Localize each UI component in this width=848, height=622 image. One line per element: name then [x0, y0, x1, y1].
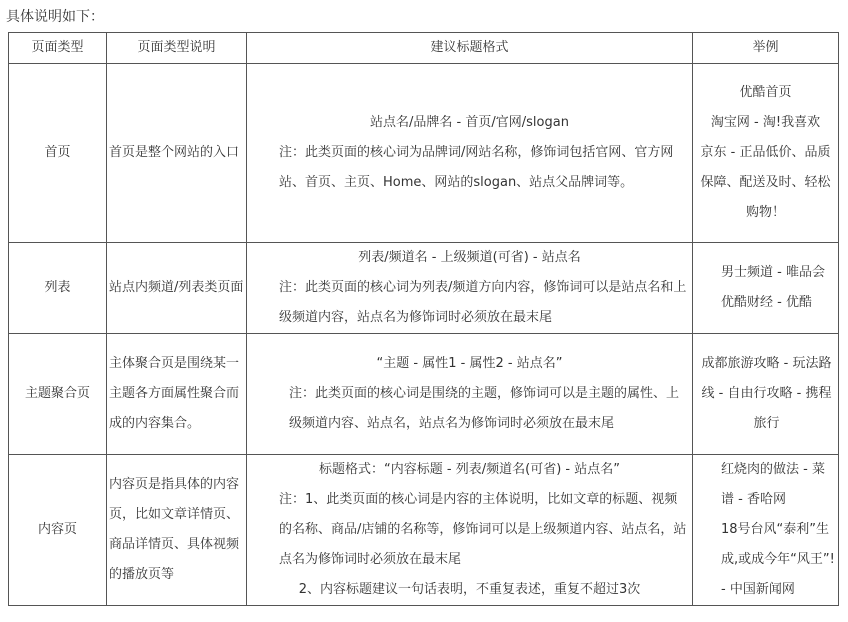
- cell-page-type: 内容页: [9, 455, 107, 606]
- table-row: [9, 455, 839, 606]
- cell-example: [693, 243, 839, 334]
- cell-example: [693, 64, 839, 243]
- example-item: 淘宝网 - 淘!我喜欢: [710, 115, 821, 130]
- cell-page-desc: 首页是整个网站的入口: [107, 64, 247, 243]
- cell-page-desc: 内容页是指具体的内容页，比如文章详情页、商品详情页、具体视频的播放页等: [107, 455, 247, 606]
- format-line: 标题格式：“内容标题 - 列表/频道名(可省) - 站点名”: [319, 462, 620, 477]
- example-item: 优酷首页: [739, 85, 792, 100]
- header-page-type: 页面类型: [9, 33, 107, 64]
- table-row: [9, 243, 839, 334]
- cell-title-format: [247, 243, 693, 334]
- cell-page-desc: 主体聚合页是围绕某一主题各方面属性聚合而成的内容集合。: [107, 334, 247, 455]
- format-note: 注：此类页面的核心词为列表/频道方向内容，修饰词可以是站点名和上级频道内容，站点名为修饰词时必须放在最末尾: [279, 280, 687, 325]
- intro-text: 具体说明如下：: [6, 9, 104, 25]
- format-note: 注：此类页面的核心词为品牌词/网站名称，修饰词包括官网、官方网站、首页、主页、Home、网站的slogan、站点父品牌词等。: [279, 145, 674, 190]
- example-item: 京东 - 正品低价、品质保障、配送及时、轻松购物！: [700, 145, 831, 220]
- cell-example: [693, 455, 839, 606]
- title-format-table: [8, 32, 839, 606]
- example-item: 18号台风“泰利”生成,或成今年“风王”! - 中国新闻网: [721, 522, 835, 597]
- format-line: 站点名/品牌名 - 首页/官网/slogan: [370, 115, 569, 130]
- format-line: “主题 - 属性1 - 属性2 - 站点名”: [376, 356, 563, 371]
- header-example: 举例: [693, 33, 839, 64]
- table-row: [9, 334, 839, 455]
- example-item: 红烧肉的做法 - 菜谱 - 香哈网: [721, 462, 825, 507]
- header-title-format: 建议标题格式: [247, 33, 693, 64]
- header-page-type-desc: 页面类型说明: [107, 33, 247, 64]
- example-item: 优酷财经 - 优酷: [721, 295, 812, 310]
- cell-page-desc: 站点内频道/列表类页面: [107, 243, 247, 334]
- cell-page-type: 首页: [9, 64, 107, 243]
- format-note: 注：1、此类页面的核心词是内容的主体说明，比如文章的标题、视频的名称、商品/店铺的名称等，修饰词可以是上级频道内容、站点名，站点名为修饰词时必须放在最末尾: [279, 492, 687, 567]
- example-item: 成都旅游攻略 - 玩法路线 - 自由行攻略 - 携程旅行: [701, 356, 832, 431]
- cell-page-type: 主题聚合页: [9, 334, 107, 455]
- cell-page-type: 列表: [9, 243, 107, 334]
- example-item: 男士频道 - 唯品会: [721, 265, 825, 280]
- format-note: 注：此类页面的核心词是围绕的主题，修饰词可以是主题的属性、上级频道内容、站点名，站点名为修饰词时必须放在最末尾: [289, 386, 680, 431]
- cell-title-format: [247, 64, 693, 243]
- table-row: [9, 64, 839, 243]
- format-note: 2、内容标题建议一句话表明，不重复表述，重复不超过3次: [298, 582, 641, 597]
- cell-example: [693, 334, 839, 455]
- table-header-row: [9, 33, 839, 64]
- cell-title-format: [247, 334, 693, 455]
- cell-title-format: [247, 455, 693, 606]
- format-line: 列表/频道名 - 上级频道(可省) - 站点名: [358, 250, 581, 265]
